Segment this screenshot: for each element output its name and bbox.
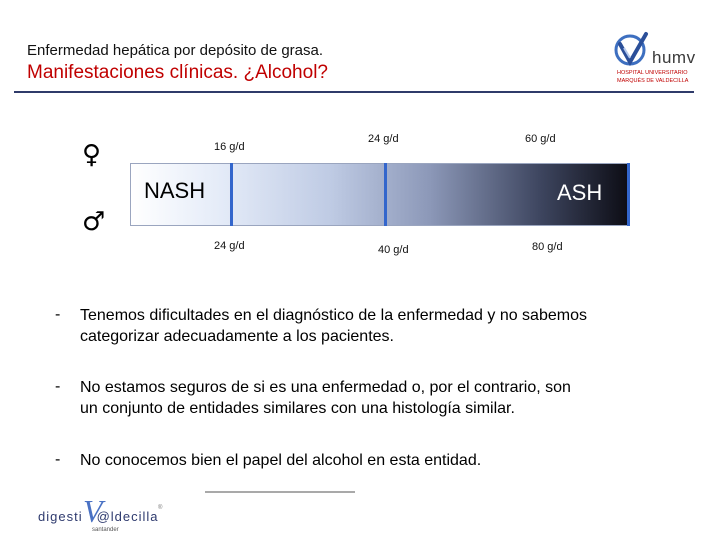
page-subtitle: Manifestaciones clínicas. ¿Alcohol? (27, 62, 328, 83)
humv-logo-line1: HOSPITAL UNIVERSITARIO (617, 70, 688, 76)
ash-label: ASH (557, 180, 603, 205)
bullet-dash-2: - (55, 378, 61, 395)
male-symbol-icon: ♂ (82, 207, 106, 237)
bullet-text-2 (80, 377, 680, 419)
bullet-1-line-2: categorizar adecuadamente a los pacientes. (80, 328, 394, 345)
threshold-marker-3 (627, 163, 630, 226)
threshold-marker-2 (384, 163, 387, 226)
logo-registered: ® (158, 505, 163, 511)
female-symbol-icon: ♀ (82, 140, 102, 170)
threshold-marker-1 (230, 163, 233, 226)
female-threshold-3: 60 g/d (525, 133, 556, 145)
bullet-dash-1: - (55, 306, 61, 323)
bullet-2-line-1: No estamos seguros de si es una enfermedad o, por el contrario, son (80, 379, 571, 396)
logo-prefix: digesti (38, 509, 83, 524)
female-threshold-2: 24 g/d (368, 133, 399, 145)
male-threshold-1: 24 g/d (214, 240, 245, 252)
nash-label: NASH (144, 178, 206, 203)
bullet-text-3 (80, 450, 680, 471)
logo-suffix: @ldecilla (96, 509, 159, 524)
page-title: Enfermedad hepática por depósito de grasa. (27, 42, 324, 59)
humv-logo-name: humv (652, 48, 696, 67)
footer-divider (205, 491, 355, 493)
bullet-3-line-1: No conocemos bien el papel del alcohol en esta entidad. (80, 452, 482, 469)
male-threshold-2: 40 g/d (378, 244, 409, 256)
bullet-2-line-2: un conjunto de entidades similares con una histología similar. (80, 400, 515, 417)
bullet-text-1 (80, 305, 680, 347)
logo-v-mark: V (83, 493, 103, 529)
female-threshold-1: 16 g/d (214, 141, 245, 153)
title-divider (14, 91, 694, 93)
male-threshold-3: 80 g/d (532, 241, 563, 253)
bullet-dash-3: - (55, 451, 61, 468)
logo-sub: santander (92, 527, 119, 533)
bullet-1-line-1: Tenemos dificultades en el diagnóstico de la enfermedad y no sabemos (80, 307, 587, 324)
humv-logo-line2: MARQUÉS DE VALDECILLA (617, 78, 689, 84)
